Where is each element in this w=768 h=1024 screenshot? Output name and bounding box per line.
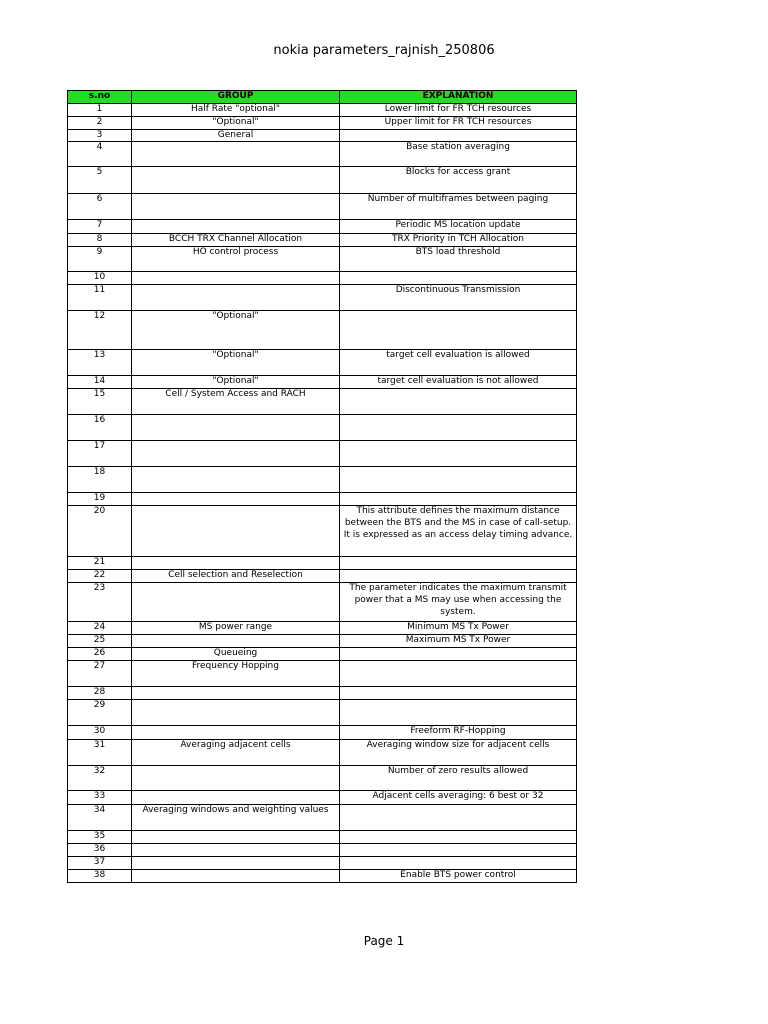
cell-group [132,831,340,844]
cell-group [132,506,340,557]
table-row [68,247,577,272]
cell-sno: 16 [68,415,132,441]
cell-explanation: Maximum MS Tx Power [340,635,577,648]
table-row [68,234,577,247]
cell-sno: 27 [68,661,132,687]
cell-group [132,467,340,493]
table-row [68,506,577,557]
cell-sno: 36 [68,844,132,857]
cell-sno: 8 [68,234,132,247]
cell-group [132,272,340,285]
cell-explanation: Blocks for access grant [340,167,577,194]
cell-group [132,766,340,791]
cell-explanation [340,415,577,441]
cell-group [132,635,340,648]
cell-group: "Optional" [132,376,340,389]
cell-sno: 7 [68,220,132,234]
cell-explanation [340,570,577,583]
cell-sno: 30 [68,726,132,740]
cell-sno: 9 [68,247,132,272]
cell-group [132,220,340,234]
cell-explanation: Lower limit for FR TCH resources [340,104,577,117]
cell-group: HO control process [132,247,340,272]
table-row [68,142,577,167]
cell-group: Cell selection and Reselection [132,570,340,583]
table-row [68,648,577,661]
cell-sno: 13 [68,350,132,376]
cell-group: Averaging windows and weighting values [132,805,340,831]
table-row [68,766,577,791]
cell-sno: 25 [68,635,132,648]
cell-sno: 33 [68,791,132,805]
cell-explanation [340,805,577,831]
cell-explanation: Minimum MS Tx Power [340,622,577,635]
table-row [68,635,577,648]
cell-group [132,142,340,167]
cell-sno: 3 [68,129,132,142]
table-body [68,104,577,883]
table-row [68,467,577,493]
cell-group [132,844,340,857]
cell-explanation [340,661,577,687]
table-row [68,740,577,766]
table-row [68,791,577,805]
cell-explanation [340,467,577,493]
cell-explanation [340,831,577,844]
cell-group [132,791,340,805]
cell-explanation [340,272,577,285]
cell-group [132,557,340,570]
cell-group [132,583,340,622]
table-row [68,167,577,194]
table-row [68,220,577,234]
cell-explanation [340,311,577,350]
cell-sno: 20 [68,506,132,557]
cell-group: "Optional" [132,350,340,376]
cell-group: Averaging adjacent cells [132,740,340,766]
cell-sno: 28 [68,687,132,700]
cell-group: "Optional" [132,116,340,129]
cell-explanation: Upper limit for FR TCH resources [340,116,577,129]
cell-sno: 22 [68,570,132,583]
cell-sno: 32 [68,766,132,791]
header-group: GROUP [132,91,340,104]
cell-explanation: BTS load threshold [340,247,577,272]
cell-sno: 29 [68,700,132,726]
cell-group: Cell / System Access and RACH [132,389,340,415]
cell-group: General [132,129,340,142]
cell-explanation [340,441,577,467]
document-title: nokia parameters_rajnish_250806 [273,43,495,58]
table-row [68,661,577,687]
cell-sno: 24 [68,622,132,635]
cell-group [132,415,340,441]
cell-group: "Optional" [132,311,340,350]
header-explanation: EXPLANATION [340,91,577,104]
cell-sno: 10 [68,272,132,285]
table-row [68,272,577,285]
cell-explanation [340,129,577,142]
cell-group [132,726,340,740]
table-header-row [68,91,577,104]
cell-sno: 14 [68,376,132,389]
cell-group: Queueing [132,648,340,661]
cell-group [132,687,340,700]
cell-sno: 17 [68,441,132,467]
table-row [68,376,577,389]
cell-explanation: target cell evaluation is not allowed [340,376,577,389]
table-row [68,583,577,622]
cell-explanation [340,857,577,870]
cell-sno: 2 [68,116,132,129]
cell-sno: 23 [68,583,132,622]
cell-explanation [340,493,577,506]
cell-explanation: This attribute defines the maximum distance between the BTS and the MS in case of call-setup. It is expressed as an access delay timing advance. [340,506,577,557]
page-number: Page 1 [363,934,405,948]
cell-sno: 12 [68,311,132,350]
table-row [68,557,577,570]
cell-explanation: Discontinuous Transmission [340,285,577,311]
cell-explanation [340,389,577,415]
cell-group [132,857,340,870]
cell-explanation [340,700,577,726]
table-row [68,844,577,857]
cell-explanation: TRX Priority in TCH Allocation [340,234,577,247]
table-row [68,285,577,311]
cell-group [132,194,340,220]
cell-explanation: Periodic MS location update [340,220,577,234]
cell-sno: 21 [68,557,132,570]
cell-explanation [340,648,577,661]
table-row [68,857,577,870]
cell-explanation: Adjacent cells averaging: 6 best or 32 [340,791,577,805]
cell-sno: 11 [68,285,132,311]
table-row [68,493,577,506]
cell-sno: 37 [68,857,132,870]
header-sno: s.no [68,91,132,104]
table-row [68,687,577,700]
cell-group: BCCH TRX Channel Allocation [132,234,340,247]
cell-explanation: Base station averaging [340,142,577,167]
parameters-table [67,90,577,883]
cell-explanation: Number of multiframes between paging [340,194,577,220]
cell-group [132,441,340,467]
cell-explanation [340,844,577,857]
cell-sno: 38 [68,870,132,883]
table-row [68,870,577,883]
table-row [68,104,577,117]
table-row [68,622,577,635]
cell-group: MS power range [132,622,340,635]
cell-group: Half Rate "optional" [132,104,340,117]
cell-explanation [340,557,577,570]
cell-sno: 35 [68,831,132,844]
cell-group [132,493,340,506]
cell-explanation [340,687,577,700]
cell-group [132,870,340,883]
cell-sno: 4 [68,142,132,167]
cell-sno: 6 [68,194,132,220]
cell-explanation: target cell evaluation is allowed [340,350,577,376]
cell-group [132,285,340,311]
cell-group [132,167,340,194]
cell-sno: 15 [68,389,132,415]
table-row [68,129,577,142]
cell-group [132,700,340,726]
cell-explanation: Number of zero results allowed [340,766,577,791]
table-row [68,570,577,583]
cell-sno: 5 [68,167,132,194]
table-row [68,311,577,350]
table-row [68,389,577,415]
cell-sno: 18 [68,467,132,493]
cell-explanation: The parameter indicates the maximum transmit power that a MS may use when accessing the system. [340,583,577,622]
cell-sno: 19 [68,493,132,506]
table-row [68,441,577,467]
cell-explanation: Averaging window size for adjacent cells [340,740,577,766]
cell-explanation: Enable BTS power control [340,870,577,883]
table-row [68,700,577,726]
table-row [68,194,577,220]
table-row [68,831,577,844]
table-row [68,726,577,740]
cell-sno: 26 [68,648,132,661]
table-row [68,805,577,831]
cell-sno: 1 [68,104,132,117]
cell-sno: 34 [68,805,132,831]
cell-explanation: Freeform RF-Hopping [340,726,577,740]
table-row [68,350,577,376]
cell-sno: 31 [68,740,132,766]
cell-group: Frequency Hopping [132,661,340,687]
table-row [68,415,577,441]
table-row [68,116,577,129]
